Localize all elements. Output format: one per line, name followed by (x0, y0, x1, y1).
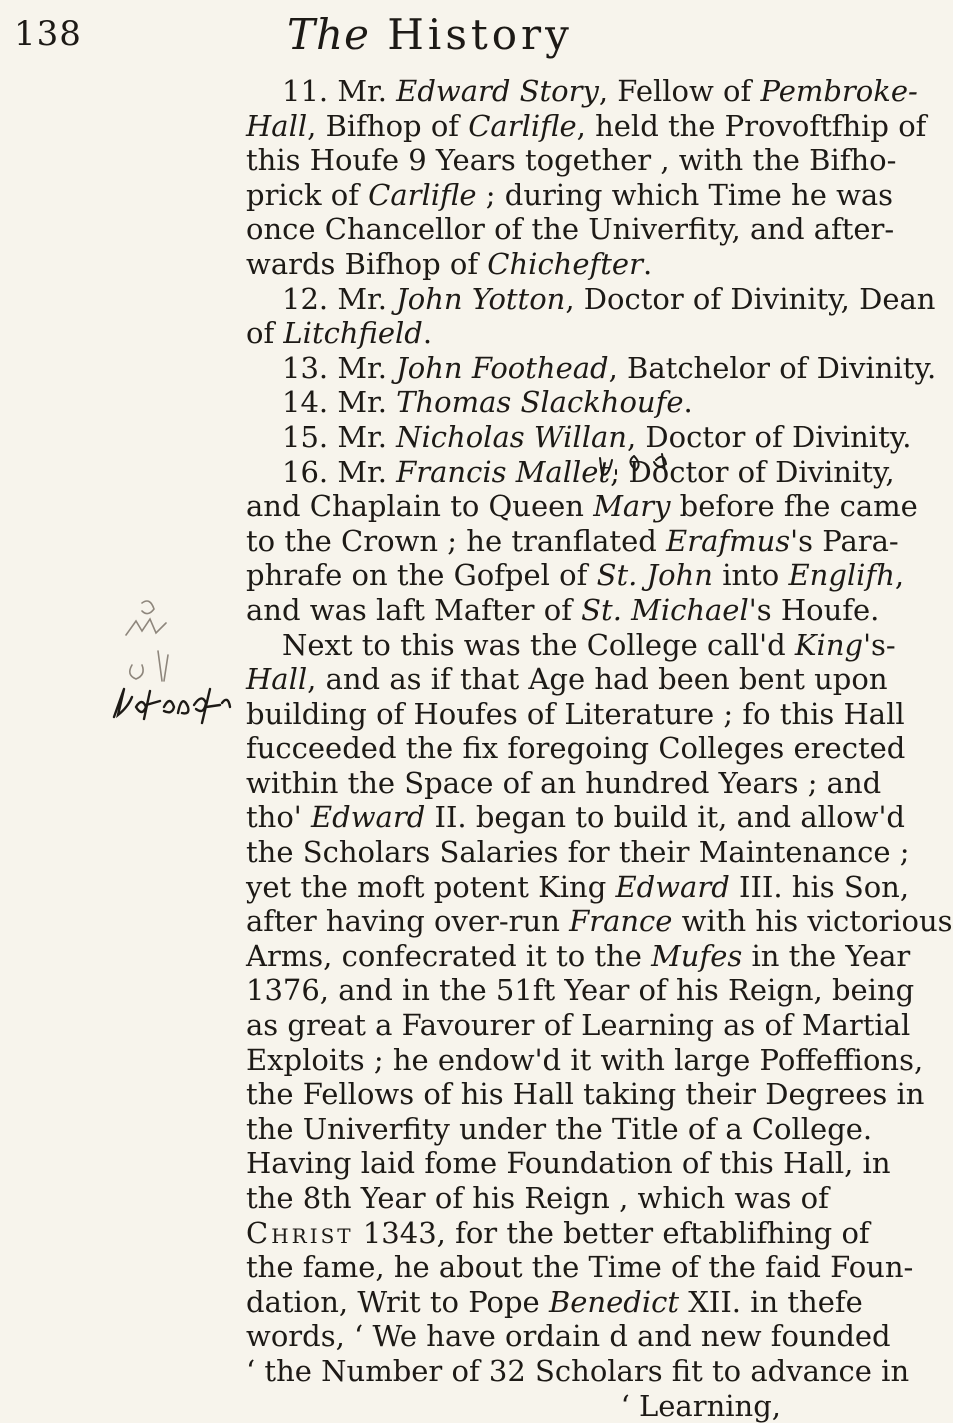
italic-run: Erafmus (666, 523, 791, 558)
handwritten-annotation (594, 430, 754, 480)
text-run: within the Space of an hundred Years ; and (246, 765, 882, 800)
text-run: to the Crown ; he tranflated (246, 523, 667, 558)
marginal-scribble-icon (112, 595, 232, 735)
text-run: building of Houfes of Literature ; fo this Hall (246, 696, 905, 731)
italic-run: Carlifle (468, 108, 577, 143)
text-run: 's Houfe. (748, 592, 880, 627)
text-run: in the Year (742, 938, 911, 973)
text-run: the Fellows of his Hall taking their Degrees in (246, 1077, 925, 1112)
text-run: words, ‘ We have ordain d and new founded (246, 1319, 891, 1354)
text-line (246, 800, 905, 835)
text-run: II. began to build it, and allow'd (425, 800, 905, 835)
text-line (246, 350, 937, 386)
text-line (246, 558, 905, 593)
text-line (246, 1008, 911, 1043)
italic-run: Benedict (548, 1284, 679, 1319)
text-run: ‘ Learning, (620, 1388, 781, 1423)
text-line (246, 1111, 873, 1147)
running-head (287, 10, 573, 59)
text-run: the fame, he about the Time of the faid Foun- (246, 1250, 914, 1285)
text-run: 1343, for the better eftablifhing of (353, 1215, 870, 1250)
italic-run: St. Michael (581, 592, 749, 627)
text-line (246, 904, 953, 939)
text-run: prick of (246, 177, 369, 212)
text-line (246, 1319, 891, 1354)
text-line (246, 1146, 891, 1181)
text-line (246, 1077, 925, 1112)
text-run: ‘ the Number of 32 Scholars fit to advance in (246, 1353, 910, 1388)
italic-run: Thomas Slackhoufe (396, 385, 684, 420)
italic-run: Mary (593, 489, 671, 524)
text-run: 13. Mr. (282, 350, 397, 385)
text-run: III. his Son, (729, 869, 910, 904)
text-run: the Scholars Salaries for their Maintenance ; (246, 835, 910, 870)
italic-run: Nicholas Willan (396, 419, 627, 454)
text-run: wards Bifhop of (246, 246, 488, 281)
text-line (246, 731, 906, 766)
text-run: yet the moft potent King (246, 869, 616, 904)
italic-run: Chichefter (487, 246, 643, 281)
text-run: once Chancellor of the Univerfity, and after- (246, 212, 895, 247)
text-run: , and as if that Age had been bent upon (307, 662, 888, 697)
running-head-word2: History (387, 10, 573, 59)
text-run: 16. Mr. (282, 454, 397, 489)
text-line (246, 869, 910, 905)
text-run: with his victorious (672, 904, 953, 939)
italic-run: Edward (310, 800, 426, 835)
text-run: after having over-run (246, 904, 570, 939)
text-run: 15. Mr. (282, 419, 397, 454)
text-run: , Doctor of Divinity, Dean (565, 281, 936, 316)
text-run: before fhe came (670, 489, 918, 524)
text-run: . (683, 385, 693, 420)
text-run: , Doctor of Divinity, (610, 454, 895, 489)
italic-run: Litchfield (283, 316, 423, 351)
text-line (246, 247, 781, 282)
text-run: of (246, 316, 284, 351)
italic-run: King (794, 627, 864, 662)
text-run: XII. in thefe (679, 1284, 863, 1319)
italic-run: St. John (596, 558, 713, 593)
text-run: and Chaplain to Queen (246, 489, 594, 524)
italic-run: Hall (246, 108, 308, 143)
text-run: , Doctor of Divinity. (626, 419, 912, 454)
text-line (246, 143, 897, 178)
text-run: ; during which Time he was (476, 177, 894, 212)
text-line (246, 316, 781, 351)
text-line (246, 973, 915, 1008)
text-line (246, 765, 882, 801)
text-line (246, 1215, 870, 1251)
text-line (246, 1181, 829, 1216)
text-line (246, 1250, 914, 1285)
text-run: , held the Provoftfhip of (576, 108, 927, 143)
text-line (246, 662, 888, 697)
text-run: this Houfe 9 Years together , with the Bifho- (246, 143, 897, 178)
text-line (246, 177, 894, 213)
text-line (246, 938, 911, 974)
text-run: tho' (246, 800, 311, 835)
italic-run: Edward Story (396, 74, 599, 108)
italic-run: Edward (615, 869, 730, 904)
text-run: phrafe on the Gofpel of (246, 558, 597, 593)
text-line (246, 1353, 910, 1389)
page-number: 138 (14, 14, 82, 54)
text-line (246, 592, 880, 628)
text-line (246, 696, 905, 732)
text-line (246, 523, 899, 559)
marginal-note-handwritten (112, 595, 232, 735)
text-line (246, 835, 910, 870)
text-run: . (642, 246, 653, 281)
text-line (246, 108, 927, 144)
text-run: , Batchelor of Divinity. (608, 350, 937, 385)
italic-run: Mufes (651, 938, 743, 973)
text-run: 1376, and in the 51ft Year of his Reign, being (246, 973, 915, 1008)
text-run: 14. Mr. (282, 385, 397, 420)
body-text (246, 74, 953, 1423)
italic-run: John Foothead (396, 350, 609, 385)
text-run: Having laid fome Foundation of this Hall, in (246, 1146, 891, 1181)
text-line (246, 281, 936, 317)
text-run: and was laft Mafter of (246, 592, 582, 627)
italic-run: France (569, 904, 673, 939)
text-line (246, 1042, 924, 1078)
italic-run: Carlifle (368, 177, 477, 212)
text-run: , (894, 558, 905, 593)
text-run: 's Para- (790, 523, 899, 558)
italic-run: Englifh (788, 558, 895, 593)
text-run: 12. Mr. (282, 281, 397, 316)
italic-run: Pembroke- (760, 74, 918, 108)
text-line (246, 627, 896, 663)
text-run: Next to this was the College call'd (282, 627, 795, 662)
text-line (246, 1284, 863, 1320)
italic-run: Hall (246, 662, 308, 697)
text-run: , Fellow of (598, 74, 761, 108)
italic-run: Francis Mallet (396, 454, 611, 489)
text-run: dation, Writ to Pope (246, 1284, 549, 1319)
text-run: Arms, confecrated it to the (246, 938, 652, 973)
text-run: 11. Mr. (282, 74, 397, 108)
text-run: . (422, 316, 433, 351)
text-run: the 8th Year of his Reign , which was of (246, 1181, 829, 1215)
text-run: , Bifhop of (307, 108, 469, 143)
text-run: 's- (863, 627, 896, 662)
text-run: into (712, 558, 789, 593)
italic-run: John Yotton (396, 281, 566, 316)
text-line (246, 212, 895, 247)
text-line (246, 385, 781, 420)
text-run: Exploits ; he endow'd it with large Poffeffions, (246, 1042, 924, 1077)
text-line (246, 1389, 781, 1423)
annotation-scribble-icon (594, 430, 754, 480)
text-run: as great a Favourer of Learning as of Martial (246, 1008, 911, 1043)
text-line (246, 74, 918, 109)
text-line (246, 489, 918, 524)
text-run: the Univerfity under the Title of a College. (246, 1111, 873, 1146)
running-head-word1: The (287, 10, 370, 59)
small-caps-run: Christ (246, 1215, 354, 1250)
text-run: fucceeded the fix foregoing Colleges erected (246, 731, 906, 766)
